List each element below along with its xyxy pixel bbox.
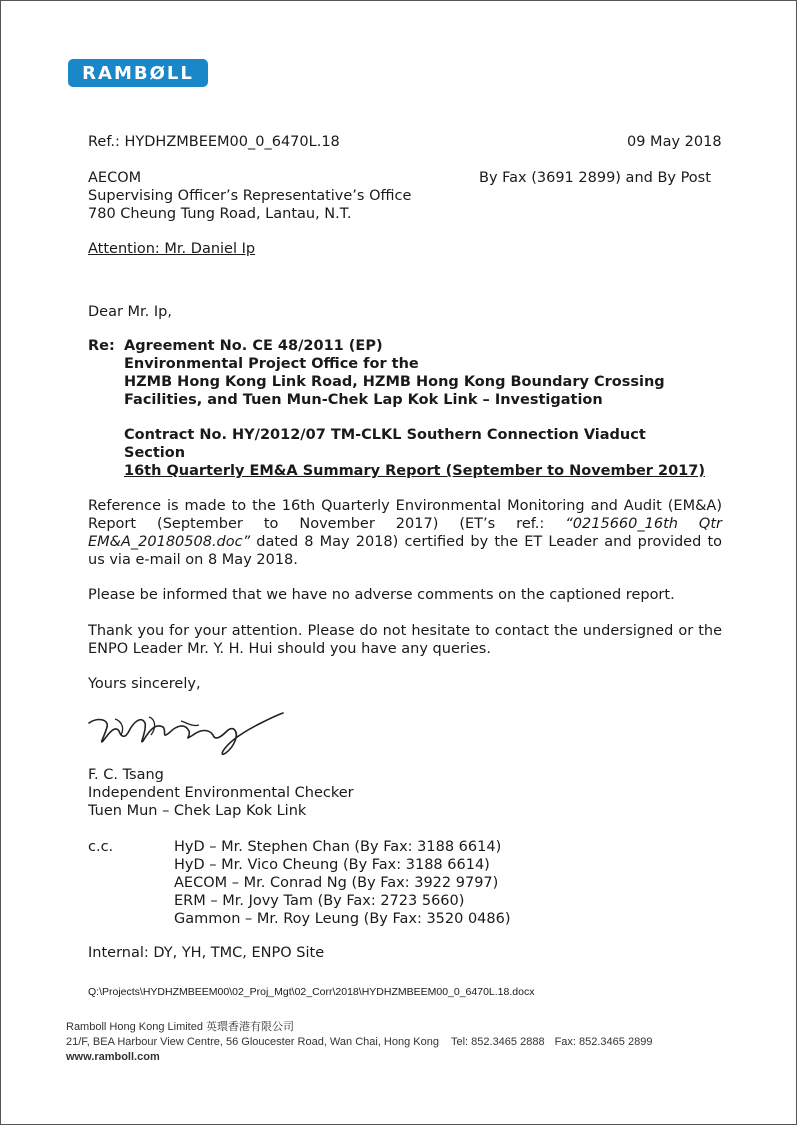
signature-image [85, 701, 285, 763]
delivery-method: By Fax (3691 2899) and By Post [479, 170, 711, 186]
signatory-title: Independent Environmental Checker [88, 785, 354, 801]
paragraph-reference [88, 497, 722, 569]
internal-distribution: Internal: DY, YH, TMC, ENPO Site [88, 945, 325, 961]
subject-line-4: Facilities, and Tuen Mun-Chek Lap Kok Link – Investigation [124, 392, 603, 408]
report-title: 16th Quarterly EM&A Summary Report (September to November 2017) [124, 463, 705, 479]
cc-entry: Gammon – Mr. Roy Leung (By Fax: 3520 0486) [174, 911, 511, 927]
cc-entry: HyD – Mr. Vico Cheung (By Fax: 3188 6614) [174, 857, 490, 873]
footer-address-line [66, 1035, 652, 1050]
signatory-project: Tuen Mun – Chek Lap Kok Link [88, 803, 307, 819]
letter-date: 09 May 2018 [627, 134, 722, 150]
subject-line-2: Environmental Project Office for the [124, 356, 419, 372]
contract-line-2: Section [124, 445, 186, 461]
report-filename: “0215660_16th Qtr EM&A_20180508.doc” [88, 516, 722, 550]
signatory-name: F. C. Tsang [88, 767, 164, 783]
cc-entry: HyD – Mr. Stephen Chan (By Fax: 3188 6614) [174, 839, 502, 855]
reference-number: Ref.: HYDHZMBEEM00_0_6470L.18 [88, 134, 340, 150]
paragraph-thanks: Thank you for your attention. Please do not hesitate to contact the undersigned or the ENPO Leader Mr. Y. H. Hui should you have any queries. [88, 623, 722, 657]
footer-website: www.ramboll.com [66, 1051, 160, 1063]
attention-line: Attention: Mr. Daniel Ip [88, 241, 256, 257]
footer-tel: Tel: 852.3465 2888 [450, 1036, 545, 1048]
file-path: Q:\Projects\HYDHZMBEEM00\02_Proj_Mgt\02_Corr\2018\HYDHZMBEEM00_0_6470L.18.docx [88, 986, 535, 998]
footer-company: Ramboll Hong Kong Limited 英環香港有限公司 [66, 1021, 295, 1033]
footer-address: 21/F, BEA Harbour View Centre, 56 Gloucester Road, Wan Chai, Hong Kong [66, 1036, 439, 1048]
subject-line-1: Agreement No. CE 48/2011 (EP) [124, 338, 383, 354]
contract-line-1: Contract No. HY/2012/07 TM-CLKL Southern Connection Viaduct [124, 427, 646, 443]
paragraph-reference-part-2: dated 8 May 2018) certified by the ET Leader and provided to us via e-mail on 8 May 2018. [88, 534, 722, 568]
cc-entry: AECOM – Mr. Conrad Ng (By Fax: 3922 9797) [174, 875, 499, 891]
footer-fax: Fax: 852.3465 2899 [554, 1036, 653, 1048]
paragraph-reference-part-1: Reference is made to the 16th Quarterly Environmental Monitoring and Audit (EM&A) Report (September to November 2017) (ET’s ref.: [88, 498, 722, 532]
re-label: Re: [88, 338, 115, 354]
recipient-line-2: Supervising Officer’s Representative’s Office [88, 188, 412, 204]
cc-entry: ERM – Mr. Jovy Tam (By Fax: 2723 5660) [174, 893, 465, 909]
closing: Yours sincerely, [88, 676, 201, 692]
subject-line-3: HZMB Hong Kong Link Road, HZMB Hong Kong Boundary Crossing [124, 374, 665, 390]
cc-label: c.c. [88, 839, 114, 855]
recipient-line-3: 780 Cheung Tung Road, Lantau, N.T. [88, 206, 352, 222]
recipient-line-1: AECOM [88, 170, 142, 186]
salutation: Dear Mr. Ip, [88, 304, 172, 320]
paragraph-no-comments: Please be informed that we have no adverse comments on the captioned report. [88, 587, 675, 603]
ramboll-logo: RAMBØLL [68, 59, 208, 87]
